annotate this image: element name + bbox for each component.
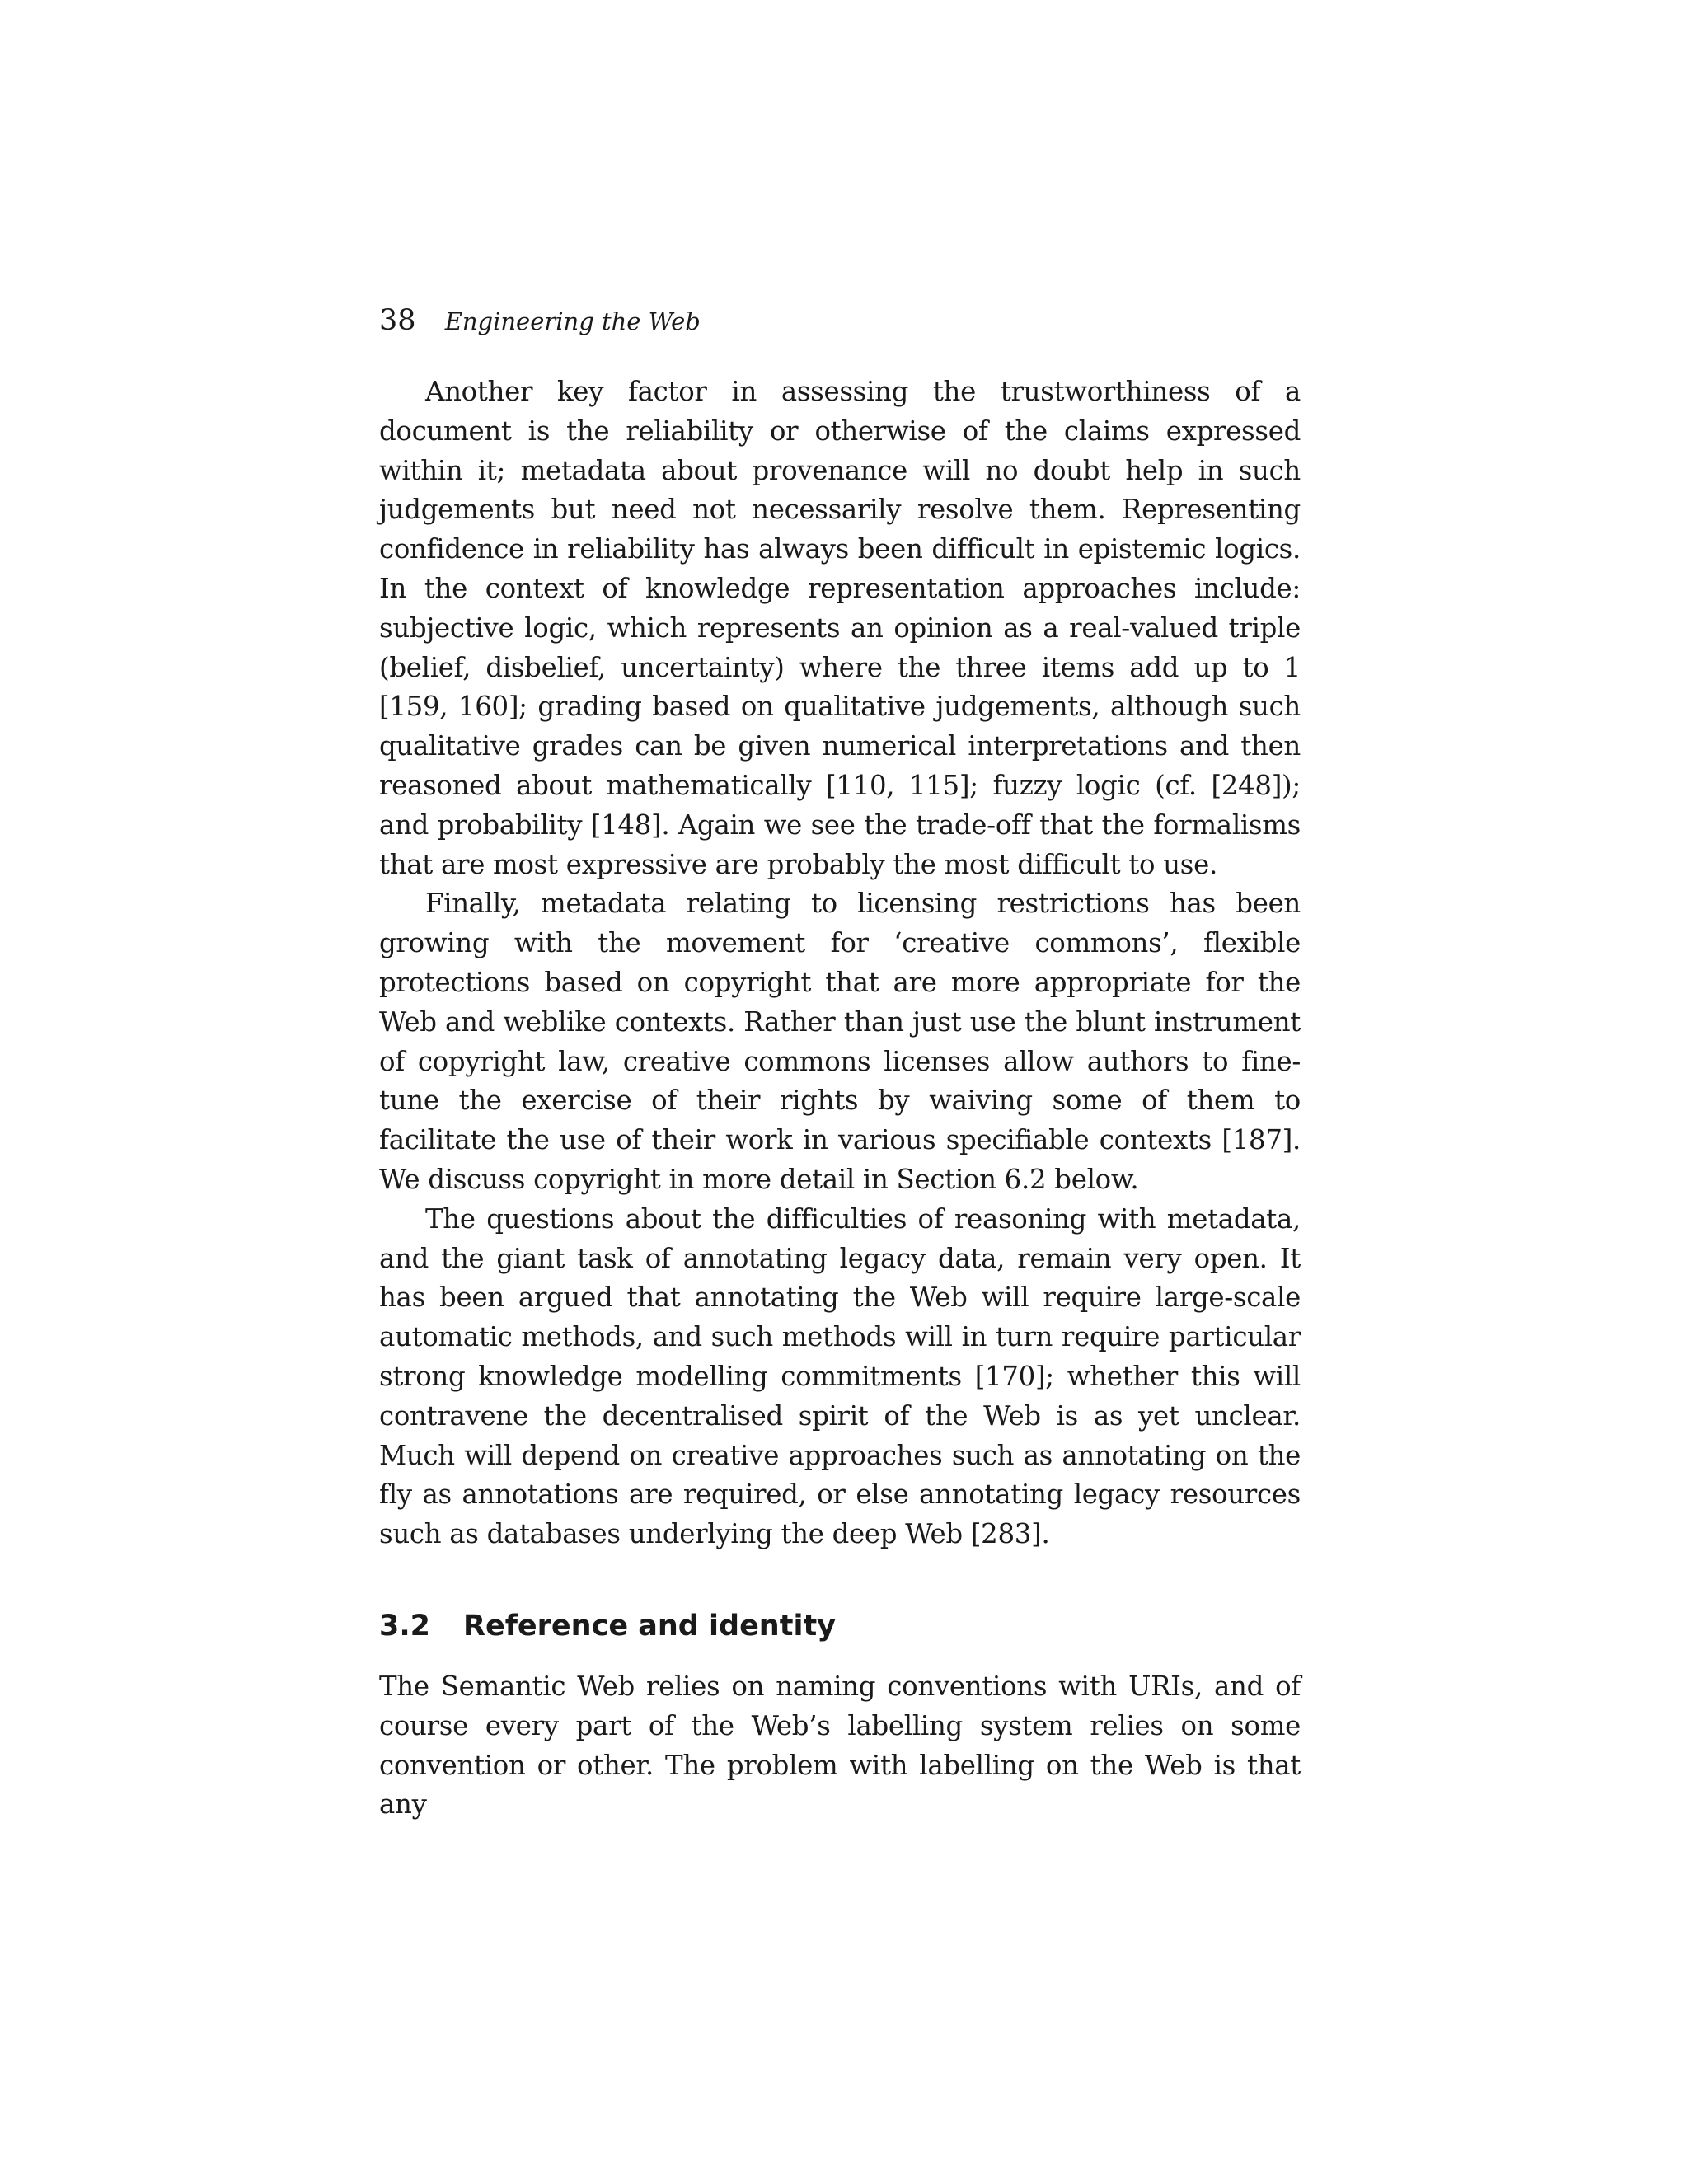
chapter-title: Engineering the Web xyxy=(444,307,701,335)
section-title: Reference and identity xyxy=(463,1609,836,1643)
paragraph-semantic-web: The Semantic Web relies on naming conventions with URIs, and of course every part of the Web’s labelling system relies on some convention or other. The problem with labelling on the Web is that any xyxy=(379,1670,1301,1821)
paragraph-licensing: Finally, metadata relating to licensing restrictions has been growing with the movement for ‘creative commons’, flexible protections based on copyright that are more appropriate for the Web and weblike contexts. Rather than just use the blunt instrument of copyright law, creative commons licenses allow authors to fine-tune the exercise of their rights by waiving some of them to facilitate the use of their work in various specifiable contexts [187]. We discuss copyright in more detail in Section 6.2 below. xyxy=(379,888,1301,1195)
paragraph-open-questions: The questions about the difficulties of reasoning with metadata, and the giant task of annotating legacy data, remain very open. It has been argued that annotating the Web will require large-scale automatic methods, and such methods will in turn require particular strong knowledge modelling commitments [170]; whether this will contravene the decentralised spirit of the Web is as yet unclear. Much will depend on creative approaches such as annotating on the fly as annotations are required, or else annotating legacy resources such as databases underlying the deep Web [283]. xyxy=(379,1202,1301,1550)
page-number: 38 xyxy=(379,304,416,337)
section-number: 3.2 xyxy=(379,1609,431,1643)
book-page xyxy=(379,304,1301,1825)
paragraph-trustworthiness: Another key factor in assessing the trustworthiness of a document is the reliability or otherwise of the claims expressed within it; metadata about provenance will no doubt help in such judgements but need not necessarily resolve them. Representing confidence in reliability has always been difficult in epistemic logics. In the context of knowledge representation approaches include: subjective logic, which represents an opinion as a real-valued triple (belief, disbelief, uncertainty) where the three items add up to 1 [159, 160]; grading based on qualitative judgements, although such qualitative grades can be given numerical interpretations and then reasoned about mathematically [110, 115]; fuzzy logic (cf. [248]); and probability [148]. Again we see the trade-off that the formalisms that are most expressive are probably the most difficult to use. xyxy=(379,376,1301,880)
section-heading xyxy=(379,1607,1301,1646)
running-head xyxy=(379,304,1301,340)
